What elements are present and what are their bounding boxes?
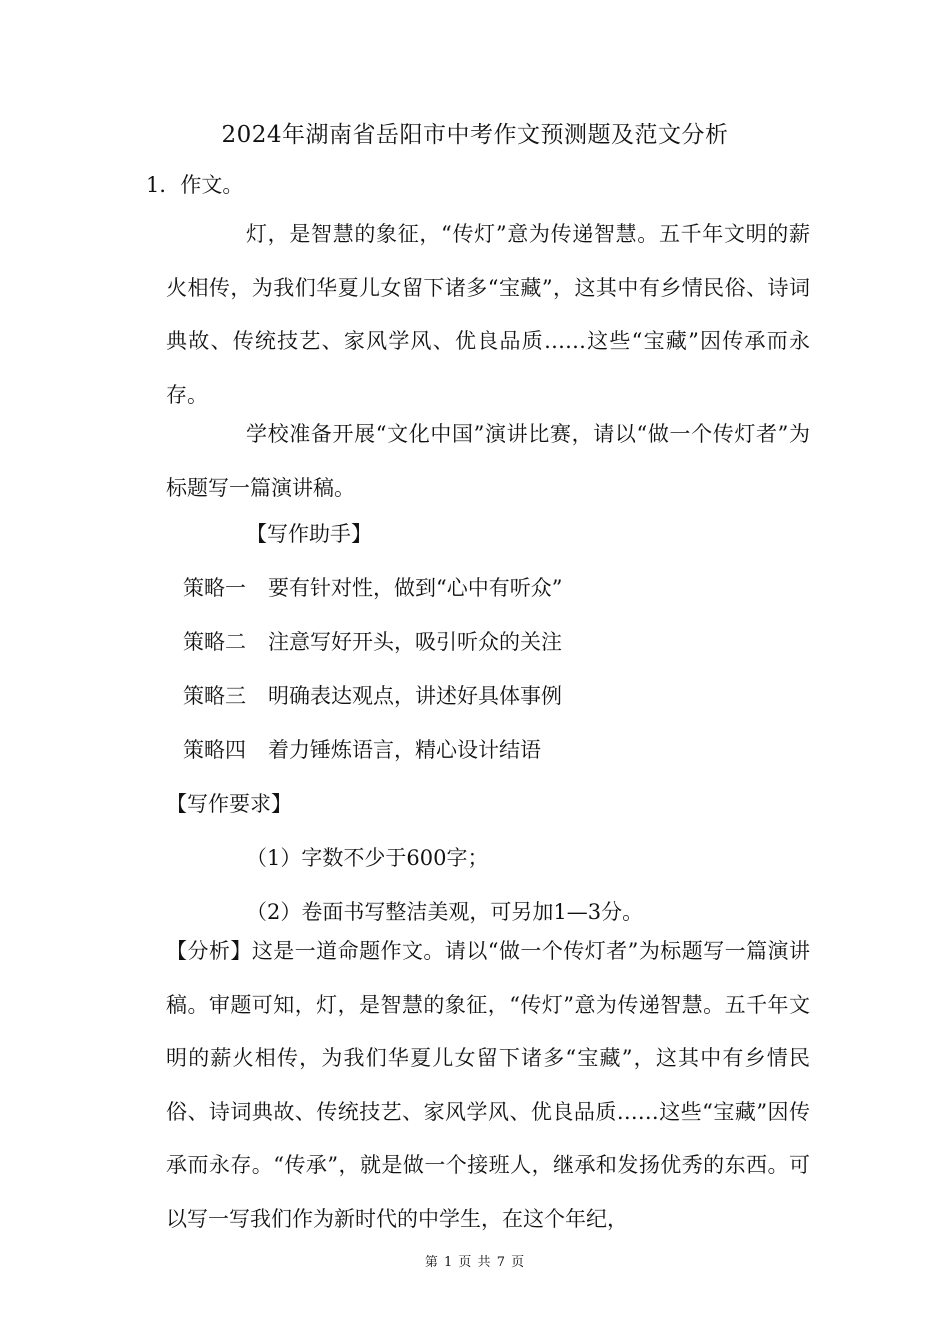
strategy-text: 注意写好开头，吸引听众的关注	[268, 630, 562, 654]
strategy-text: 着力锤炼语言，精心设计结语	[268, 738, 541, 762]
strategy-label: 策略三	[183, 684, 246, 708]
question-number: 1．作文。	[146, 173, 244, 197]
page-footer: 第 1 页 共 7 页	[424, 1255, 526, 1270]
strategy-label: 策略一	[183, 576, 246, 600]
requirement-item: （1）字数不少于600字；	[246, 846, 489, 870]
strategy-label: 策略二	[183, 630, 246, 654]
strategy-item	[183, 681, 562, 711]
analysis-text: 这是一道命题作文。请以“做一个传灯者”为标题写一篇演讲稿。审题可知，灯，是智慧的象征，“传灯”意为传递智慧。五千年文明的薪火相传，为我们华夏儿女留下诸多“宝藏”，这其中有乡情民俗、诗词典故、传统技艺、家风学风、优良品质……这些“宝藏”因传承而永存。“传承”，就是做一个接班人，继承和发扬优秀的东西。可以写一写我们作为新时代的中学生，在这个年纪，	[166, 939, 810, 1231]
strategy-item	[183, 735, 541, 765]
analysis-label: 【分析】	[166, 939, 252, 963]
prompt-paragraph-1: 灯，是智慧的象征，“传灯”意为传递智慧。五千年文明的薪火相传，为我们华夏儿女留下诸多“宝藏”，这其中有乡情民俗、诗词典故、传统技艺、家风学风、优良品质……这些“宝藏”因传承而永存。	[166, 222, 810, 407]
strategy-item	[183, 627, 562, 657]
analysis-paragraph	[166, 925, 810, 1246]
helper-heading: 【写作助手】	[246, 522, 372, 546]
strategy-label: 策略四	[183, 738, 246, 762]
requirement-item: （2）卷面书写整洁美观，可另加1—3分。	[246, 900, 644, 924]
strategy-text: 明确表达观点，讲述好具体事例	[268, 684, 562, 708]
strategy-item	[183, 573, 562, 603]
page-title: 2024年湖南省岳阳市中考作文预测题及范文分析	[221, 122, 729, 148]
strategy-text: 要有针对性，做到“心中有听众”	[268, 576, 563, 600]
requirements-heading: 【写作要求】	[166, 792, 292, 816]
prompt-paragraph-2: 学校准备开展“文化中国”演讲比赛，请以“做一个传灯者”为标题写一篇演讲稿。	[166, 422, 810, 500]
